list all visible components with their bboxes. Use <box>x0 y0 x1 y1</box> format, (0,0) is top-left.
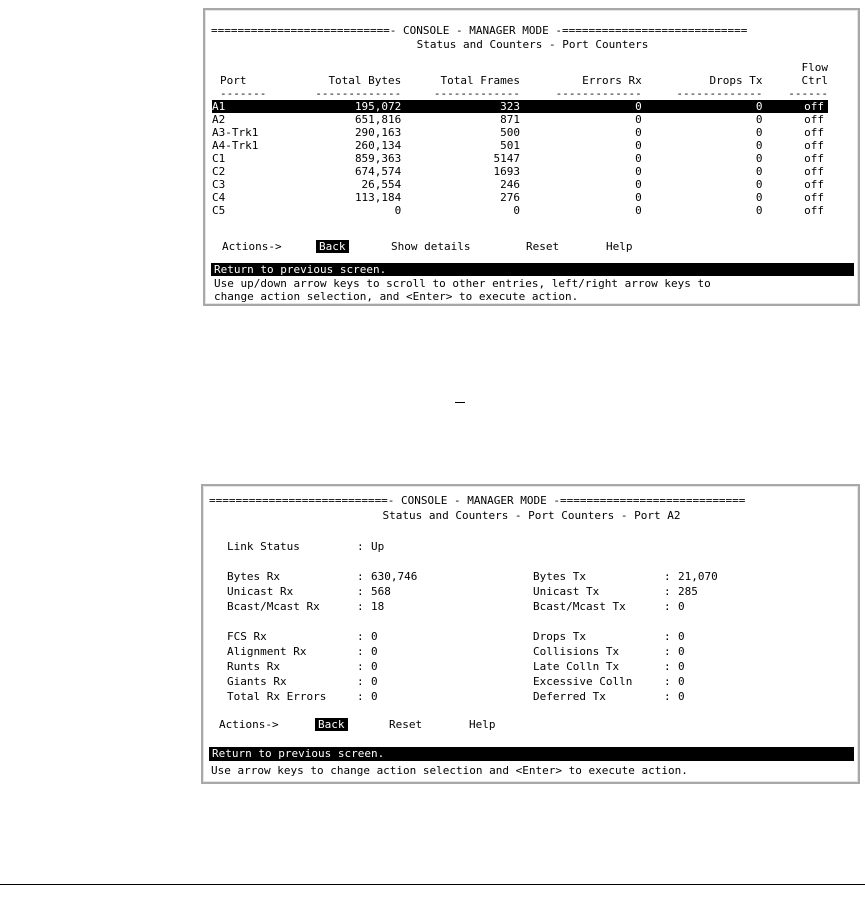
unicast-tx-label: Unicast Tx <box>533 585 600 598</box>
show-details-button[interactable]: Show details <box>391 240 471 253</box>
port-cell: A2 <box>212 113 226 126</box>
bytes-cell: 113,184 <box>354 191 402 204</box>
errors-rx-cell: 0 <box>635 178 642 191</box>
console-banner: ===========================- CONSOLE - MANAGER MODE -============================ <box>209 494 746 507</box>
drops-tx-cell: 0 <box>755 152 763 165</box>
late-colln-tx-label: Late Colln Tx <box>533 660 620 673</box>
table-row-selected[interactable] <box>212 100 828 113</box>
drops-tx-cell: 0 <box>755 191 763 204</box>
runts-rx-value: 0 <box>371 660 378 673</box>
help-button[interactable]: Help <box>606 240 633 253</box>
bytes-cell: 651,816 <box>354 113 402 126</box>
console-screen <box>209 492 854 778</box>
actions-label: Actions-> <box>222 240 282 253</box>
frames-cell: 276 <box>500 191 520 204</box>
colon: : <box>664 585 671 598</box>
flow-cell: off <box>804 126 824 139</box>
flow-cell: off <box>804 139 824 152</box>
errors-rx-cell: 0 <box>635 204 642 217</box>
colon: : <box>664 645 671 658</box>
bytes-cell: 859,363 <box>354 152 402 165</box>
port-cell: A1 <box>212 100 280 113</box>
bytes-cell: 26,554 <box>361 178 402 191</box>
bcast-mcast-rx-label: Bcast/Mcast Rx <box>227 600 320 613</box>
giants-rx-label: Giants Rx <box>227 675 287 688</box>
help-text-line-2: change action selection, and <Enter> to execute action. <box>214 290 579 303</box>
flow-cell: off <box>804 204 824 217</box>
reset-button[interactable]: Reset <box>389 718 423 731</box>
bytes-rx-label: Bytes Rx <box>227 570 280 583</box>
bytes-cell: 674,574 <box>354 165 402 178</box>
drops-tx-cell: 0 <box>755 139 763 152</box>
port-details-console-window <box>201 484 860 784</box>
table-row[interactable] <box>212 165 828 178</box>
bcast-mcast-tx-label: Bcast/Mcast Tx <box>533 600 626 613</box>
column-header-flow-ctrl: Ctrl <box>801 74 828 87</box>
drops-tx-cell: 0 <box>642 100 763 113</box>
text-cursor <box>455 402 465 403</box>
frames-cell: 500 <box>500 126 520 139</box>
colon: : <box>357 570 364 583</box>
errors-rx-cell: 0 <box>635 126 642 139</box>
column-header-total-bytes: Total Bytes <box>328 74 402 87</box>
unicast-tx-value: 285 <box>678 585 698 598</box>
colon: : <box>664 660 671 673</box>
colon: : <box>357 630 364 643</box>
port-cell: C4 <box>212 191 226 204</box>
colon: : <box>357 660 364 673</box>
unicast-rx-value: 568 <box>371 585 391 598</box>
bytes-tx-label: Bytes Tx <box>533 570 586 583</box>
late-colln-tx-value: 0 <box>678 660 685 673</box>
flow-cell: off <box>762 100 828 113</box>
table-row[interactable] <box>212 152 828 165</box>
frames-cell: 1693 <box>493 165 520 178</box>
port-cell: C2 <box>212 165 226 178</box>
bytes-cell: 0 <box>394 204 402 217</box>
table-header-row-top <box>212 61 828 74</box>
colon: : <box>357 585 364 598</box>
colon: : <box>357 645 364 658</box>
table-row[interactable] <box>212 113 828 126</box>
colon: : <box>664 600 671 613</box>
help-button[interactable]: Help <box>469 718 496 731</box>
column-header-total-frames: Total Frames <box>440 74 520 87</box>
table-row[interactable] <box>212 126 828 139</box>
reset-button[interactable]: Reset <box>526 240 560 253</box>
console-banner: ===========================- CONSOLE - MANAGER MODE -============================ <box>211 24 748 37</box>
alignment-rx-label: Alignment Rx <box>227 645 307 658</box>
errors-rx-cell: 0 <box>635 139 642 152</box>
excessive-colln-value: 0 <box>678 675 685 688</box>
table-header-separator: ------- ------------- ------------- ------------- ------------- ------ <box>220 87 828 100</box>
link-status-value: Up <box>371 540 385 553</box>
giants-rx-value: 0 <box>371 675 378 688</box>
bytes-cell: 290,163 <box>354 126 402 139</box>
fcs-rx-value: 0 <box>371 630 378 643</box>
actions-label: Actions-> <box>219 718 279 731</box>
errors-rx-cell: 0 <box>520 100 642 113</box>
column-header-port: Port <box>220 74 247 87</box>
table-row[interactable] <box>212 139 828 152</box>
drops-tx-cell: 0 <box>755 165 763 178</box>
frames-cell: 501 <box>500 139 520 152</box>
page-footer-rule <box>0 884 865 885</box>
colon: : <box>357 690 364 703</box>
runts-rx-label: Runts Rx <box>227 660 280 673</box>
bcast-mcast-rx-value: 18 <box>371 600 385 613</box>
drops-tx-cell: 0 <box>755 113 763 126</box>
back-button[interactable]: Back <box>315 718 348 731</box>
frames-cell: 246 <box>500 178 520 191</box>
drops-tx-cell: 0 <box>755 126 763 139</box>
bytes-rx-value: 630,746 <box>371 570 418 583</box>
collisions-tx-value: 0 <box>678 645 685 658</box>
column-header-flow-top: Flow <box>801 61 828 74</box>
colon: : <box>664 675 671 688</box>
port-cell: C3 <box>212 178 226 191</box>
status-message-bar: Return to previous screen. <box>211 263 854 276</box>
port-counters-console-window <box>203 8 860 306</box>
port-cell: C5 <box>212 204 226 217</box>
colon: : <box>664 570 671 583</box>
bytes-cell: 260,134 <box>354 139 402 152</box>
table-row[interactable] <box>212 178 828 191</box>
drops-tx-value: 0 <box>678 630 685 643</box>
errors-rx-cell: 0 <box>635 165 642 178</box>
deferred-tx-value: 0 <box>678 690 685 703</box>
console-screen <box>211 16 854 303</box>
help-text-line-1: Use up/down arrow keys to scroll to other entries, left/right arrow keys to <box>214 277 711 290</box>
total-rx-errors-label: Total Rx Errors <box>227 690 327 703</box>
fcs-rx-label: FCS Rx <box>227 630 267 643</box>
colon: : <box>357 675 364 688</box>
back-button[interactable]: Back <box>316 240 349 253</box>
flow-cell: off <box>804 165 824 178</box>
table-row[interactable] <box>212 204 828 217</box>
frames-cell: 0 <box>513 204 520 217</box>
bytes-tx-value: 21,070 <box>678 570 718 583</box>
table-row[interactable] <box>212 191 828 204</box>
errors-rx-cell: 0 <box>635 113 642 126</box>
flow-cell: off <box>804 113 824 126</box>
flow-cell: off <box>804 191 824 204</box>
frames-cell: 871 <box>500 113 520 126</box>
status-message-bar: Return to previous screen. <box>209 747 854 761</box>
column-header-drops-tx: Drops Tx <box>709 74 763 87</box>
table-header-row <box>212 74 828 87</box>
colon: : <box>664 630 671 643</box>
excessive-colln-label: Excessive Colln <box>533 675 633 688</box>
drops-tx-cell: 0 <box>755 178 763 191</box>
page-title: Status and Counters - Port Counters - Port A2 <box>382 509 681 522</box>
column-header-errors-rx: Errors Rx <box>582 74 642 87</box>
alignment-rx-value: 0 <box>371 645 378 658</box>
frames-cell: 323 <box>401 100 520 113</box>
deferred-tx-label: Deferred Tx <box>533 690 606 703</box>
total-rx-errors-value: 0 <box>371 690 378 703</box>
port-cell: A4-Trk1 <box>212 139 259 152</box>
frames-cell: 5147 <box>493 152 520 165</box>
collisions-tx-label: Collisions Tx <box>533 645 620 658</box>
drops-tx-cell: 0 <box>755 204 763 217</box>
port-cell: C1 <box>212 152 226 165</box>
help-text-line-1: Use arrow keys to change action selection and <Enter> to execute action. <box>211 764 688 777</box>
page-title: Status and Counters - Port Counters <box>416 38 649 51</box>
link-status-label: Link Status <box>227 540 300 553</box>
bcast-mcast-tx-value: 0 <box>678 600 685 613</box>
colon: : <box>664 690 671 703</box>
colon: : <box>357 600 364 613</box>
colon: : <box>357 540 364 553</box>
errors-rx-cell: 0 <box>635 152 642 165</box>
port-cell: A3-Trk1 <box>212 126 259 139</box>
drops-tx-label: Drops Tx <box>533 630 586 643</box>
flow-cell: off <box>804 152 824 165</box>
unicast-rx-label: Unicast Rx <box>227 585 294 598</box>
flow-cell: off <box>804 178 824 191</box>
bytes-cell: 195,072 <box>280 100 402 113</box>
errors-rx-cell: 0 <box>635 191 642 204</box>
port-counters-table <box>212 61 828 217</box>
